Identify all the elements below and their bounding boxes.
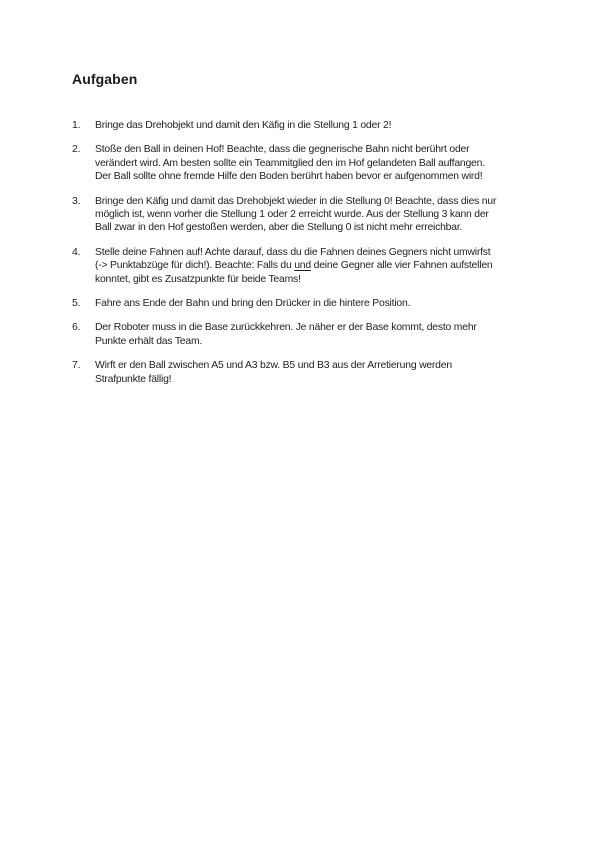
task-list [72, 119, 542, 386]
task-line [95, 143, 542, 156]
task-text [95, 246, 542, 286]
task-line [95, 297, 542, 310]
task-line-segment: Punkte erhält das Team. [95, 335, 203, 347]
task-text [95, 195, 542, 235]
task-number: 7. [72, 360, 81, 372]
task-line-segment: verändert wird. Am besten sollte ein Teammitglied den im Hof gelandeten Ball auffangen. [95, 157, 485, 169]
task-number: 5. [72, 298, 81, 310]
task-item [72, 246, 542, 286]
task-item [72, 359, 542, 386]
task-text [95, 359, 542, 386]
task-line [95, 373, 542, 386]
task-text [95, 297, 542, 310]
task-line [95, 335, 542, 348]
page-title: Aufgaben [72, 71, 138, 87]
task-line [95, 170, 542, 183]
task-line-segment: Wirft er den Ball zwischen A5 und A3 bzw. B5 und B3 aus der Arretierung werden [95, 360, 452, 372]
task-line [95, 259, 542, 272]
task-line-segment: Stelle deine Fahnen auf! Achte darauf, dass du die Fahnen deines Gegners nicht umwirfst [95, 246, 491, 258]
task-line-segment: Der Ball sollte ohne fremde Hilfe den Boden berührt haben bevor er aufgenommen wird! [95, 171, 483, 183]
task-number: 6. [72, 322, 81, 334]
task-line-segment: Ball zwar in den Hof gestoßen werden, aber die Stellung 0 ist nicht mehr erreichbar. [95, 222, 463, 234]
task-line-segment: Der Roboter muss in die Base zurückkehren. Je näher er der Base kommt, desto mehr [95, 322, 477, 334]
task-line [95, 195, 542, 208]
task-line-segment: Stoße den Ball in deinen Hof! Beachte, dass die gegnerische Bahn nicht berührt oder [95, 144, 470, 156]
task-item [72, 143, 542, 183]
task-line [95, 208, 542, 221]
document-content [72, 71, 542, 397]
task-line-segment: Bringe den Käfig und damit das Drehobjekt wieder in die Stellung 0! Beachte, dass dies nur [95, 195, 497, 207]
task-number: 2. [72, 144, 81, 156]
task-line [95, 273, 542, 286]
task-line [95, 246, 542, 259]
task-item [72, 195, 542, 235]
task-line-segment: möglich ist, wenn vorher die Stellung 1 oder 2 erreicht wurde. Aus der Stellung 3 kann der [95, 209, 489, 221]
task-number: 3. [72, 195, 81, 207]
task-number: 4. [72, 246, 81, 258]
task-item [72, 321, 542, 348]
task-line [95, 359, 542, 372]
task-item [72, 119, 542, 132]
task-line [95, 119, 542, 132]
task-line-segment: (-> Punktabzüge für dich!). Beachte: Falls du [95, 260, 295, 272]
task-text [95, 119, 542, 132]
task-line-segment: Fahre ans Ende der Bahn und bring den Drücker in die hintere Position. [95, 298, 411, 310]
task-line [95, 221, 542, 234]
task-number: 1. [72, 120, 81, 131]
task-line-segment: konntet, gibt es Zusatzpunkte für beide Teams! [95, 273, 301, 285]
task-line-segment: Bringe das Drehobjekt und damit den Käfig in die Stellung 1 oder 2! [95, 120, 392, 131]
task-line [95, 321, 542, 334]
task-line-segment: deine Gegner alle vier Fahnen aufstellen [310, 260, 493, 272]
task-line [95, 157, 542, 170]
underlined-word: und [294, 260, 311, 272]
task-text [95, 143, 542, 183]
task-item [72, 297, 542, 310]
task-line-segment: Strafpunkte fällig! [95, 373, 172, 385]
task-text [95, 321, 542, 348]
